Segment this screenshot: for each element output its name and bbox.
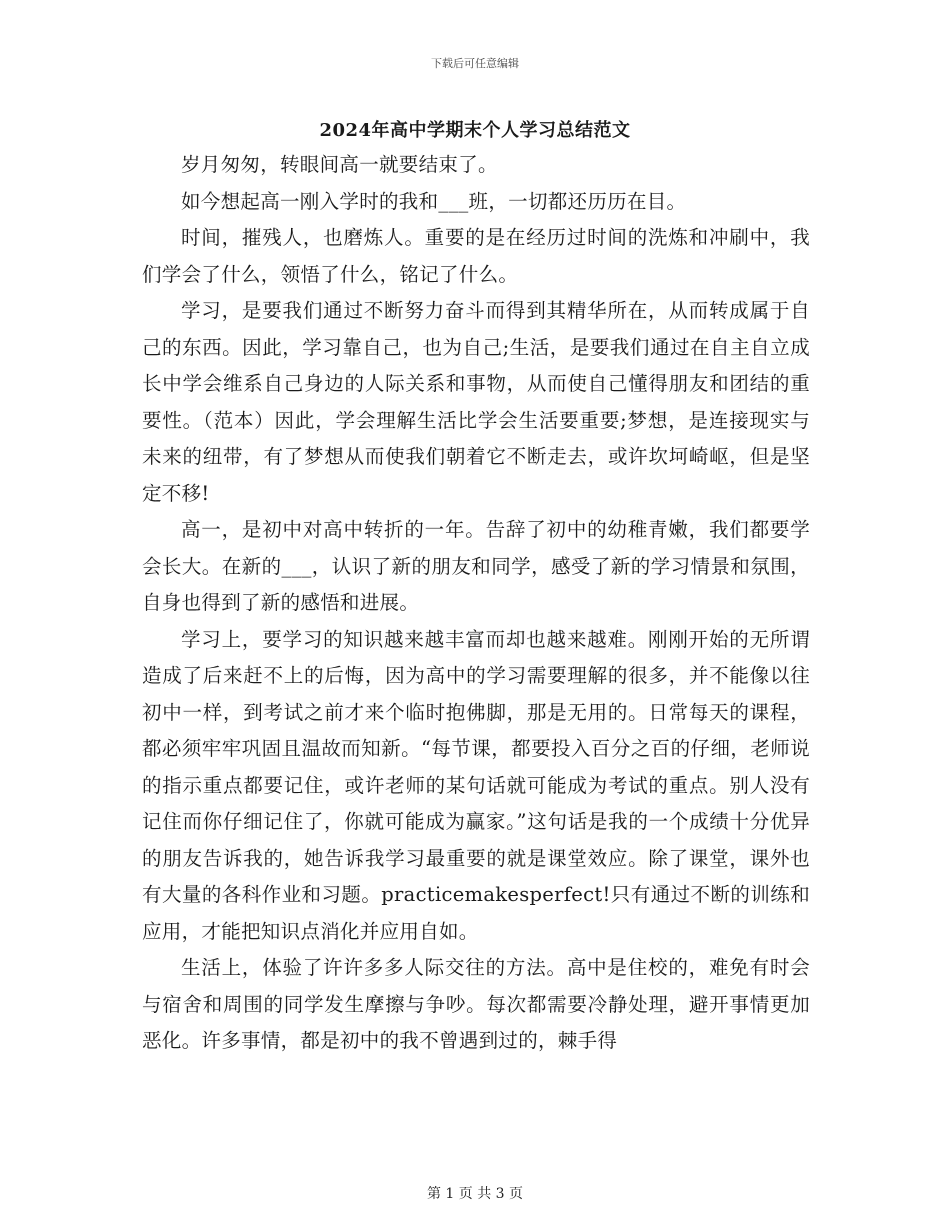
paragraph: 学习上，要学习的知识越来越丰富而却也越来越难。刚刚开始的无所谓造成了后来赶不上的后悔，因为高中的学习需要理解的很多，并不能像以往初中一样，到考试之前才来个临时抱佛脚，那是无用的。日常每天的课程，都必须牢牢巩固且温故而知新。“每节课，都要投入百分之百的仔细，老师说的指示重点都要记住，或许老师的某句话就可能成为考试的重点。别人没有记住而你仔细记住了，你就可能成为赢家。”这句话是我的一个成绩十分优异的朋友告诉我的，她告诉我学习最重要的就是课堂效应。除了课堂，课外也有大量的各科作业和习题。practicemakesperfect!只有通过不断的训练和应用，才能把知识点消化并应用自如。 [142, 627, 810, 943]
paragraph: 学习，是要我们通过不断努力奋斗而得到其精华所在，从而转成属于自己的东西。因此，学习靠自己，也为自己;生活，是要我们通过在自主自立成长中学会维系自己身边的人际关系和事物，从而使自己懂得朋友和团结的重要性。（范本）因此，学会理解生活比学会生活要重要;梦想，是连接现实与未来的纽带，有了梦想从而使我们朝着它不断走去，或许坎坷崎岖，但是坚定不移! [142, 299, 810, 505]
page-number: 第 1 页 共 3 页 [426, 1186, 524, 1202]
paragraph: 如今想起高一刚入学时的我和___班，一切都还历历在目。 [181, 189, 687, 213]
paragraph: 生活上，体验了许许多多人际交往的方法。高中是住校的，难免有时会与宿舍和周围的同学发生摩擦与争吵。每次都需要冷静处理，避开事情更加恶化。许多事情，都是初中的我不曾遇到过的，棘手得 [142, 956, 810, 1052]
document-title: 2024年高中学期末个人学习总结范文 [319, 120, 631, 141]
paragraph: 岁月匆匆，转眼间高一就要结束了。 [181, 153, 498, 176]
header-note: 下载后可任意编辑 [431, 57, 519, 70]
document-body [142, 147, 810, 1060]
paragraph: 高一，是初中对高中转折的一年。告辞了初中的幼稚青嫩，我们都要学会长大。在新的___，认识了新的朋友和同学，感受了新的学习情景和氛围，自身也得到了新的感悟和进展。 [142, 518, 810, 614]
paragraph: 时间，摧残人，也磨炼人。重要的是在经历过时间的洗炼和冲刷中，我们学会了什么，领悟了什么，铭记了什么。 [142, 226, 810, 286]
